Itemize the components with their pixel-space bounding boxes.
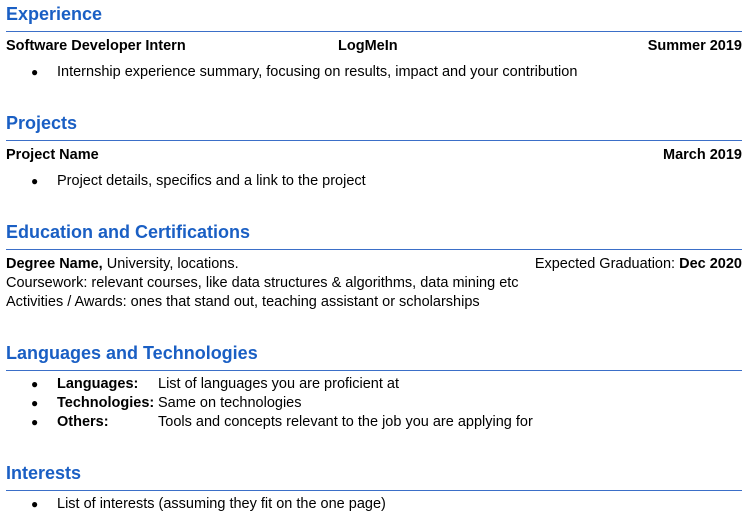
languages-section <box>6 342 742 432</box>
company-name: LogMeIn <box>338 38 398 54</box>
skill-value: Tools and concepts relevant to the job you are applying for <box>158 414 533 430</box>
bullet-icon: ● <box>31 65 39 79</box>
education-entry-header <box>6 255 742 274</box>
skill-value: List of languages you are proficient at <box>158 376 400 392</box>
section-title-interests: Interests <box>6 463 82 483</box>
skill-value: Same on technologies <box>158 395 302 411</box>
job-date: Summer 2019 <box>647 38 742 54</box>
degree-name: Degree Name, <box>6 256 103 272</box>
project-name: Project Name <box>6 147 99 163</box>
skill-key: Technologies: <box>57 395 155 411</box>
list-item <box>6 413 742 432</box>
graduation-date: Dec 2020 <box>679 256 742 272</box>
section-divider <box>6 370 742 371</box>
section-title-education: Education and Certifications <box>6 222 251 242</box>
project-date: March 2019 <box>663 147 742 163</box>
section-title-languages: Languages and Technologies <box>6 343 258 363</box>
bullet-icon: ● <box>31 174 39 188</box>
bullet-icon: ● <box>31 377 39 391</box>
list-item <box>6 63 742 82</box>
skill-key: Languages: <box>57 376 139 392</box>
projects-section <box>6 112 742 191</box>
bullet-icon: ● <box>31 396 39 410</box>
graduation-line <box>535 255 742 274</box>
coursework-line: Coursework: relevant courses, like data structures & algorithms, data mining etc <box>6 275 519 291</box>
list-item <box>6 394 742 413</box>
list-item <box>6 495 742 514</box>
activities-line: Activities / Awards: ones that stand out, teaching assistant or scholarships <box>6 294 480 310</box>
experience-section <box>6 3 742 82</box>
degree-line <box>6 255 239 274</box>
experience-bullet-text: Internship experience summary, focusing on results, impact and your contribution <box>57 64 578 80</box>
job-role: Software Developer Intern <box>6 38 186 54</box>
education-section <box>6 221 742 312</box>
section-divider <box>6 140 742 141</box>
list-item <box>6 375 742 394</box>
list-item <box>6 172 742 191</box>
project-bullet-text: Project details, specifics and a link to the project <box>57 173 366 189</box>
experience-entry-header <box>6 37 742 56</box>
interests-section <box>6 462 742 514</box>
section-divider <box>6 249 742 250</box>
project-entry-header <box>6 146 742 165</box>
section-divider <box>6 490 742 491</box>
graduation-label: Expected Graduation: <box>534 256 680 272</box>
bullet-icon: ● <box>31 415 39 429</box>
section-title-projects: Projects <box>6 113 78 133</box>
section-divider <box>6 31 742 32</box>
university-name: University, locations. <box>102 256 239 272</box>
section-title-experience: Experience <box>6 4 103 24</box>
skill-key: Others: <box>57 414 109 430</box>
interest-bullet-text: List of interests (assuming they fit on the one page) <box>57 496 386 512</box>
bullet-icon: ● <box>31 497 39 511</box>
